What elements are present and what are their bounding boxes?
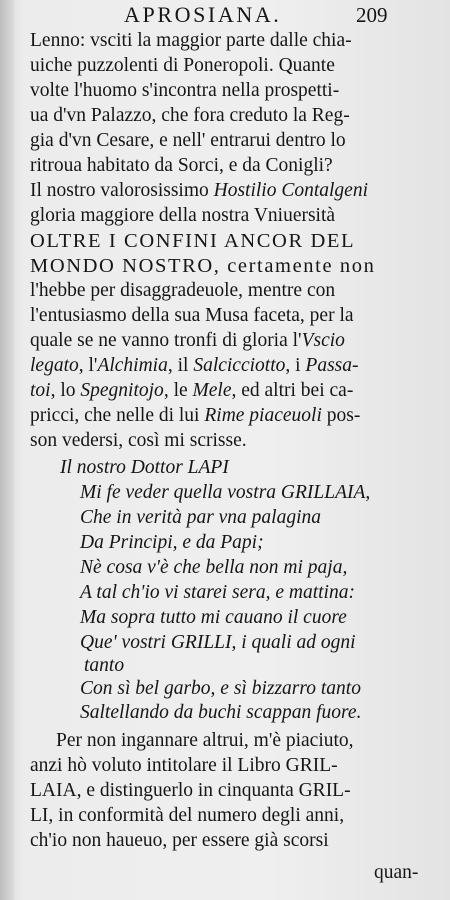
text-line: l'entusiasmo della sua Musa faceta, per la bbox=[30, 305, 354, 326]
catchword: quan- bbox=[374, 862, 419, 883]
text-line: son vedersi, così mi scrisse. bbox=[30, 430, 247, 451]
text-run: Il nostro valorosissimo bbox=[30, 180, 214, 201]
poem-line: Ma sopra tutto mi cauano il cuore bbox=[80, 607, 347, 628]
work-title: Vscio bbox=[301, 330, 345, 351]
poem-intro: Il nostro Dottor LAPI bbox=[60, 457, 229, 478]
work-title: Spegnitojo bbox=[80, 380, 164, 401]
work-title: Mele bbox=[192, 380, 232, 401]
poem-line: Nè cosa v'è che bella non mi paja, bbox=[80, 557, 348, 578]
text-line: ch'io non haueuo, per essere già scorsi bbox=[30, 830, 329, 851]
page-number: 209 bbox=[356, 3, 388, 27]
poem-line: Saltellando da buchi scappan fuore. bbox=[80, 702, 362, 723]
text-run: , il bbox=[167, 355, 194, 376]
text-line: LAIA, e distinguerlo in cinquanta GRIL- bbox=[30, 780, 351, 801]
motto-line: MONDO NOSTRO, certamente non bbox=[30, 255, 376, 277]
poem-line: Mi fe veder quella vostra GRILLAIA, bbox=[80, 482, 371, 503]
text-run: pos- bbox=[321, 405, 361, 426]
text-line: anzi hò voluto intitolare il Libro GRIL- bbox=[30, 755, 338, 776]
running-header bbox=[0, 0, 450, 30]
text-line: Lenno: vsciti la maggior parte dalle chia- bbox=[30, 30, 352, 51]
text-run: , l' bbox=[78, 355, 98, 376]
poem-line: Che in verità par vna palagina bbox=[80, 507, 322, 528]
work-title: Passa- bbox=[305, 355, 359, 376]
text-line: ritroua habitato da Sorci, e da Conigli? bbox=[30, 155, 333, 176]
text-run: , i bbox=[285, 355, 306, 376]
text-run: pricci, che nelle di lui bbox=[30, 405, 205, 426]
text-line: ua d'vn Palazzo, che fora creduto la Reg- bbox=[30, 105, 350, 126]
text-line: l'hebbe per disaggradeuole, mentre con bbox=[30, 280, 336, 301]
work-title: legato bbox=[30, 355, 79, 376]
work-title: Salcicciotto bbox=[193, 355, 286, 376]
poem-line: Con sì bel garbo, e sì bizzarro tanto bbox=[80, 678, 361, 699]
running-title: APROSIANA. bbox=[124, 2, 282, 27]
text-line: uiche puzzolenti di Poneropoli. Quante bbox=[30, 55, 335, 76]
work-title: Alchimia bbox=[97, 355, 168, 376]
poem-line: Da Principi, e da Papi; bbox=[80, 532, 264, 553]
work-title: Rime piaceuoli bbox=[204, 405, 322, 426]
motto-line: OLTRE I CONFINI ANCOR DEL bbox=[30, 230, 356, 252]
text-line: LI, in conformità del numero degli anni, bbox=[30, 805, 345, 826]
text-line: gloria maggiore della nostra Vniuersità bbox=[30, 205, 336, 226]
poem-line: Que' vostri GRILLI, i quali ad ogni bbox=[80, 632, 356, 653]
text-line: volte l'huomo s'incontra nella prospetti- bbox=[30, 80, 340, 101]
text-run: , ed altri bei ca- bbox=[231, 380, 354, 401]
text-run: , lo bbox=[50, 380, 81, 401]
poem-line: A tal ch'io vi starei sera, e mattina: bbox=[80, 582, 355, 603]
poem-line: tanto bbox=[84, 655, 125, 676]
text-line: Per non ingannare altrui, m'è piaciuto, bbox=[56, 730, 354, 751]
text-line bbox=[30, 353, 359, 379]
text-run: quale se ne vanno tronfi di gloria l' bbox=[30, 330, 302, 351]
text-line bbox=[30, 378, 353, 404]
text-line bbox=[30, 403, 360, 429]
text-line bbox=[30, 178, 368, 204]
text-run: , le bbox=[163, 380, 193, 401]
page-edge bbox=[0, 0, 14, 900]
text-line: gia d'vn Cesare, e nell' entrarui dentro lo bbox=[30, 130, 346, 151]
text-line bbox=[30, 328, 345, 354]
person-name: Hostilio Contalgeni bbox=[213, 180, 369, 201]
work-title: toi bbox=[30, 380, 51, 401]
